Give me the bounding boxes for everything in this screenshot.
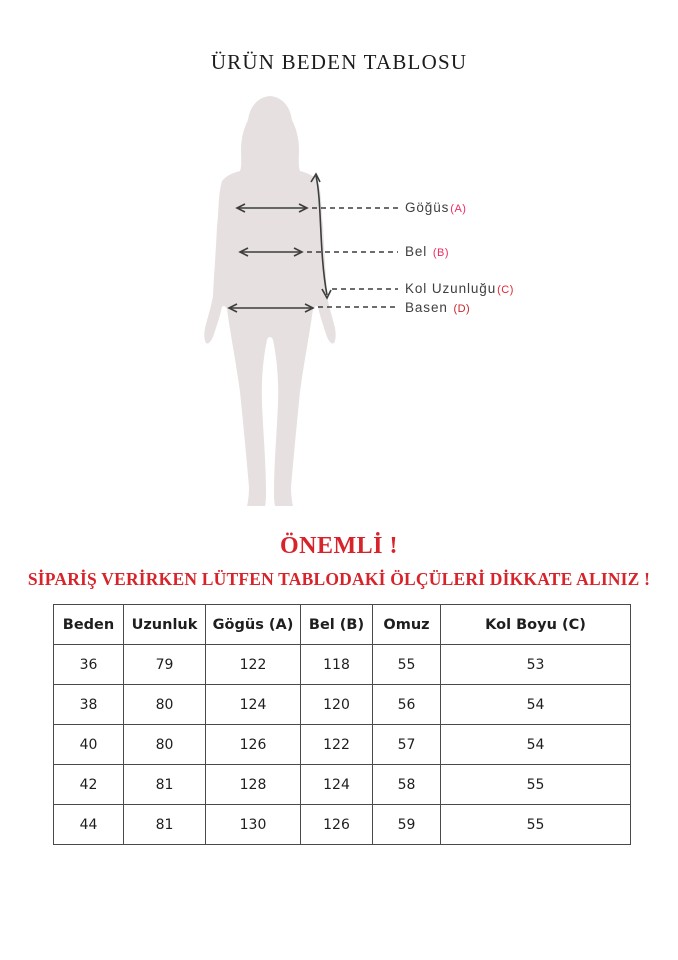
cell-gogus: 128 <box>206 765 301 805</box>
measure-label-gogus-text: Göğüs <box>405 200 450 215</box>
measure-letter-b: (B) <box>432 247 450 259</box>
measure-label-bel-text: Bel <box>405 244 428 259</box>
cell-bel: 120 <box>301 685 373 725</box>
cell-omuz: 56 <box>373 685 441 725</box>
female-silhouette-graphic <box>170 92 410 512</box>
cell-uzunluk: 81 <box>124 805 206 845</box>
table-row <box>54 805 631 845</box>
cell-beden: 36 <box>54 645 124 685</box>
cell-kol-boyu: 55 <box>441 805 631 845</box>
cell-omuz: 58 <box>373 765 441 805</box>
measure-letter-a: (A) <box>450 203 467 215</box>
cell-gogus: 130 <box>206 805 301 845</box>
col-header-kol-boyu: Kol Boyu (C) <box>441 605 631 645</box>
measure-label-basen-text: Basen <box>405 300 448 315</box>
cell-gogus: 124 <box>206 685 301 725</box>
cell-bel: 126 <box>301 805 373 845</box>
col-header-omuz: Omuz <box>373 605 441 645</box>
cell-uzunluk: 79 <box>124 645 206 685</box>
measure-label-kol-uzunlugu <box>405 281 514 296</box>
cell-omuz: 57 <box>373 725 441 765</box>
cell-beden: 42 <box>54 765 124 805</box>
col-header-bel: Bel (B) <box>301 605 373 645</box>
measure-letter-c: (C) <box>497 284 514 296</box>
cell-bel: 122 <box>301 725 373 765</box>
cell-uzunluk: 80 <box>124 725 206 765</box>
measure-label-gogus <box>405 200 466 215</box>
cell-kol-boyu: 55 <box>441 765 631 805</box>
size-table <box>53 604 631 845</box>
cell-kol-boyu: 54 <box>441 725 631 765</box>
size-table-header-row <box>54 605 631 645</box>
cell-bel: 118 <box>301 645 373 685</box>
cell-omuz: 59 <box>373 805 441 845</box>
page-title: ÜRÜN BEDEN TABLOSU <box>210 50 468 74</box>
measure-label-basen <box>405 300 470 315</box>
cell-beden: 44 <box>54 805 124 845</box>
cell-kol-boyu: 53 <box>441 645 631 685</box>
table-row <box>54 645 631 685</box>
cell-omuz: 55 <box>373 645 441 685</box>
cell-uzunluk: 80 <box>124 685 206 725</box>
cell-gogus: 126 <box>206 725 301 765</box>
cell-gogus: 122 <box>206 645 301 685</box>
cell-kol-boyu: 54 <box>441 685 631 725</box>
measure-letter-d: (D) <box>453 303 471 315</box>
cell-beden: 38 <box>54 685 124 725</box>
table-row <box>54 725 631 765</box>
col-header-beden: Beden <box>54 605 124 645</box>
cell-beden: 40 <box>54 725 124 765</box>
table-row <box>54 765 631 805</box>
cell-bel: 124 <box>301 765 373 805</box>
table-row <box>54 685 631 725</box>
measure-label-kol-uzunlugu-text: Kol Uzunluğu <box>405 281 497 296</box>
body-silhouette <box>204 96 335 506</box>
col-header-uzunluk: Uzunluk <box>124 605 206 645</box>
cell-uzunluk: 81 <box>124 765 206 805</box>
order-warning-text: SİPARİŞ VERİRKEN LÜTFEN TABLODAKİ ÖLÇÜLERİ DİKKATE ALINIZ ! <box>27 569 651 589</box>
important-heading: ÖNEMLİ ! <box>280 533 398 559</box>
col-header-gogus: Gögüs (A) <box>206 605 301 645</box>
measure-label-bel <box>405 244 449 259</box>
